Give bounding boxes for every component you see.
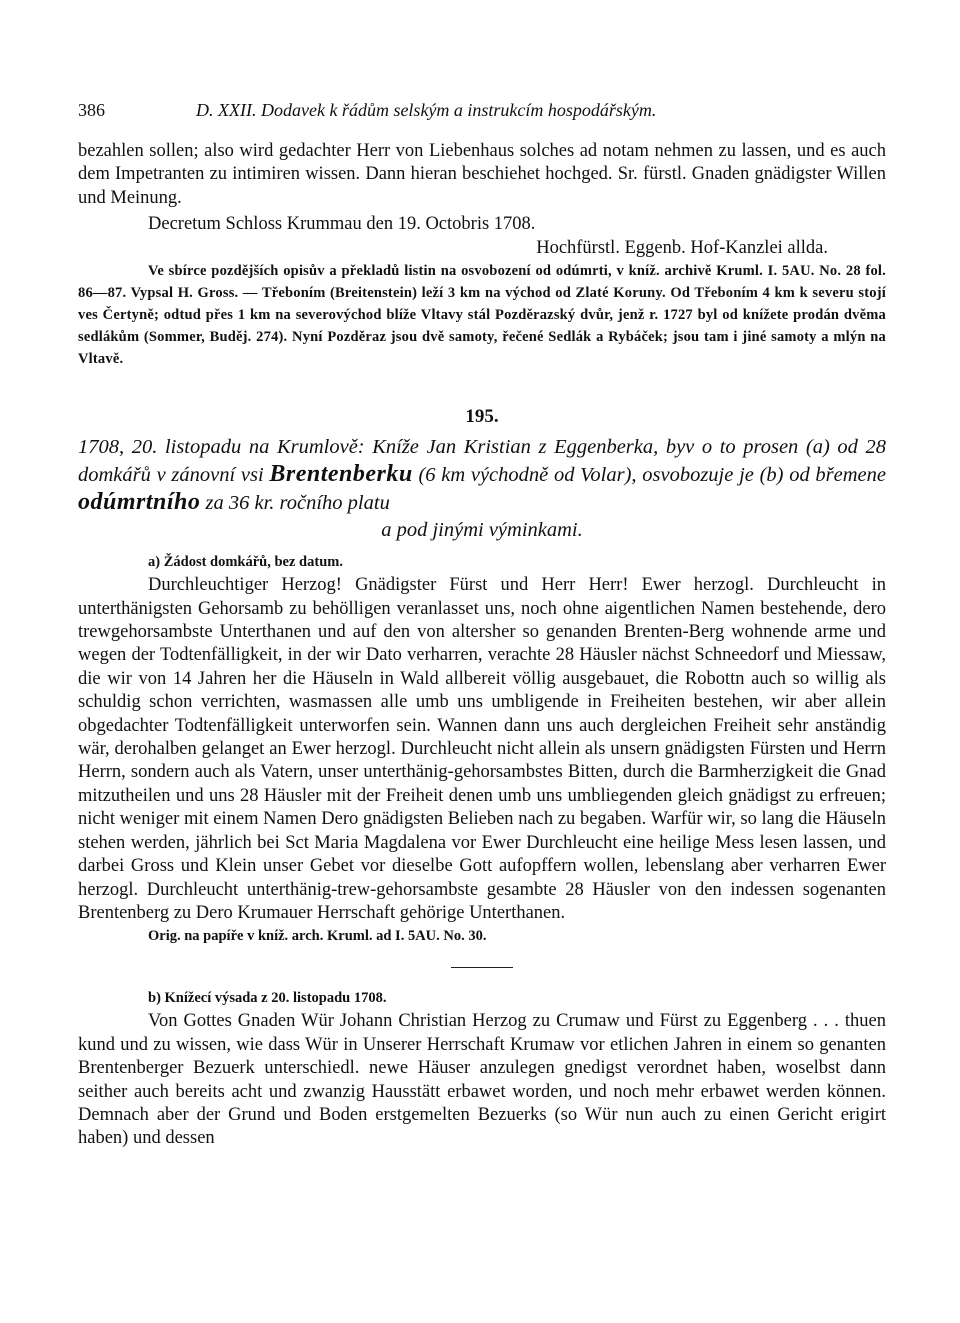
regest-text-2: (6 km východně od Volar), osvobozuje je (b) od břemene xyxy=(412,464,886,487)
document-number: 195. xyxy=(465,406,499,428)
running-title: D. XXII. Dodavek k řádům selským a instrukcím hospodářským. xyxy=(196,100,657,120)
regest-text-1: 1708, 20. listopadu na Krumlově: Kníže Jan Kristian z Eggenberka, byv o to prosen (a) od 28 domkářů v zánovní vsi xyxy=(78,436,886,487)
chancery-signature: Hochfürstl. Eggenb. Hof-Kanzlei allda. xyxy=(536,238,828,259)
section-a-text: Durchleuchtiger Herzog! Gnädigster Fürst und Herr Herr! Ewer herzogl. Durchleucht in unterthänigsten Gehorsamb zu behölligen veranlasset uns, noch ohne aigentlichen Namen bestehende, dero trewgehorsambste Unterthanen und auf den von altersher so genanden Brenten-Berg wohnende arme und wegen der Todtenfälligkeit, in der wir Dato verharren, verachte 28 Häusler nächst Schneedorf und Miessaw, die wir von 14 Jahren her die Häuseln in Wald allbereit völlig ausgebauet, die Robottn auch so willig als schuldig schon verrichten, wasmassen alle umb uns umbligende in Freiheiten bestehen, wir aber allein obgedachter Todtenfälligkeit unterworfen sein. Wannen dann uns auch dergleichen Freiheit sehr anständig wär, derohalben gelanget an Ewer herzogl. Durchleucht nicht allein als unsern gnädigsten Fürsten und Herrn Herrn, sondern auch als Vatern, unser unterthänig-gehorsambstes Bitten, durch die Barmherzigkeit die Gnad mitzutheilen und uns 28 Häusler mit der Freiheit denen umb uns umbliegenden gleich gnädigst zu erfreuen; nicht weniger mit einem Namen Dero gnädigsten Belieben nach zu begaben. Warfür wir, so lang die Häuseln stehen werden, jährlich bei Sct Maria Magdalena vor Ewer Durchleucht eine heilige Mess lesen lassen, und darbei Gross und Klein unser Gebet vor dieselbe Gott aufopffern wollen, lebenslang aber verharren Ewer herzogl. Durchleucht unterthänig-trew-gehorsambste gesambte 28 Häusler von den indessen sogenanten Brentenberg zu Dero Krumauer Herrschaft gehörige Unterthanen. xyxy=(78,575,886,923)
editorial-note: Ve sbírce pozdějších opisův a překladů listin na osvobození od odúmrti, v kníž. archivě Kruml. I. 5AU. No. 28 fol. 86—87. Vypsal H. Gross. — Třeboním (Breitenstein) leží 3 km na východ od Zlaté Koruny. Od Třeboním 4 km k severu stojí ves Čertyně; odtud přes 1 km na severovýchod blíže Vltavy stál Pozděrazský dvůr, jenž r. 1727 byl od knížete prodán dvěma sedlákům (Sommer, Buděj. 274). Nyní Pozděraz jsou dvě samoty, řečené Sedlák a Rybáček; jsou tam i jiné samoty a mlýn na Vltavě. xyxy=(78,263,886,368)
section-divider xyxy=(451,967,513,968)
regest-text-3: za 36 kr. ročního platu xyxy=(200,492,390,515)
section-b-text: Von Gottes Gnaden Wür Johann Christian Herzog zu Crumaw und Fürst zu Eggenberg . . . thuen kund und zu wissen, wie dass Wür in Unserer Herrschaft Krumaw vor etlichen Jahren in einem so genanten Brentenberger Bezuerk unterschiedl. newe Häuser anzulegen gnedigst verordnet haben, woselbst dann seither auch bereits acht und zwanzig Hausstätt erbawet worden, und noch mehr erbawet werden können. Demnach aber der Grund und Boden erstgemelten Bezuerks (so Wür nun auch zu einen Gericht erigirt haben) und dessen xyxy=(78,1011,886,1149)
running-header xyxy=(78,100,886,140)
regest-place-name: Brentenberku xyxy=(269,461,413,488)
section-a-heading: a) Žádost domkářů, bez datum. xyxy=(148,554,343,571)
section-b-heading: b) Knížecí výsada z 20. listopadu 1708. xyxy=(148,990,387,1007)
intro-paragraph: bezahlen sollen; also wird gedachter Herr von Liebenhaus solches ad notam nehmen zu lassen, und es auch dem Impetranten zu intimiren wissen. Dann hieran beschiehet hochged. Sr. fürstl. Gnaden gnädigster Willen und Meinung. xyxy=(78,141,886,208)
document-page xyxy=(78,100,886,1151)
regest-summary xyxy=(78,434,886,517)
regest-summary-end: a pod jinými výminkami. xyxy=(381,519,583,542)
decretum-line: Decretum Schloss Krummau den 19. Octobris 1708. xyxy=(148,214,536,235)
section-a-source: Orig. na papíře v kníž. arch. Kruml. ad I. 5AU. No. 30. xyxy=(148,928,487,945)
regest-keyword: odúmrtního xyxy=(78,489,201,516)
page-number: 386 xyxy=(78,100,105,120)
